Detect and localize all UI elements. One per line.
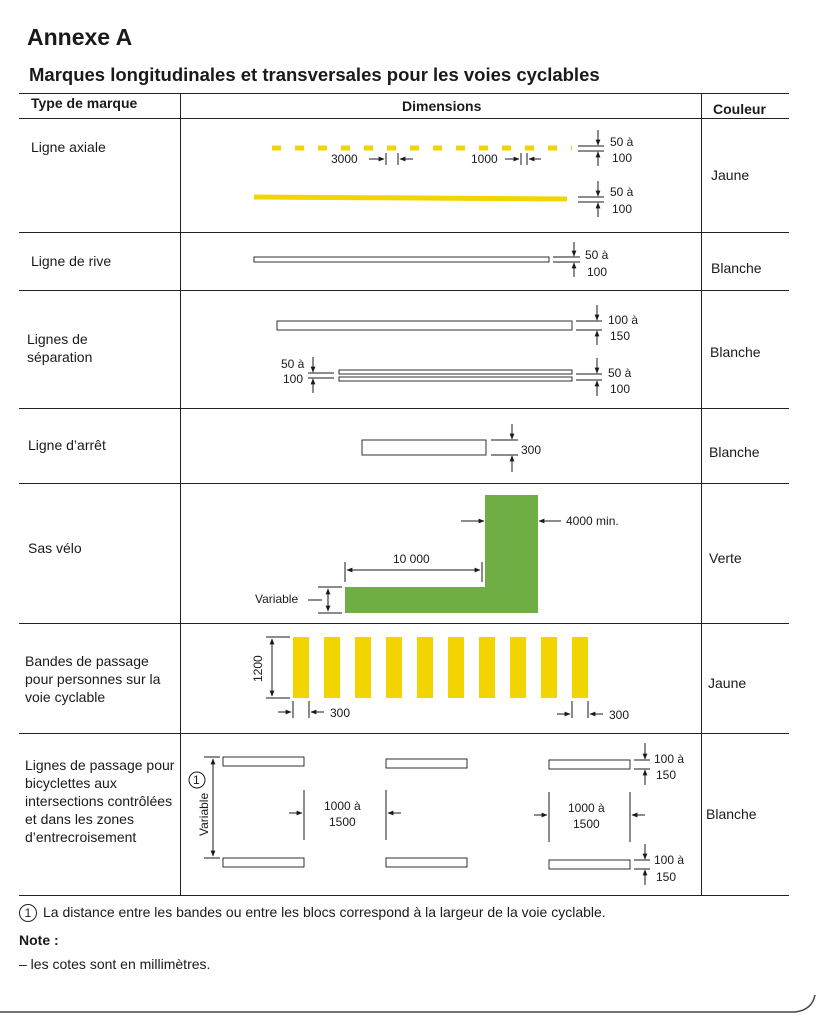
footnote	[19, 904, 606, 922]
footnote-text: La distance entre les bandes ou entre les blocs correspond à la largeur de la voie cyclable.	[43, 904, 606, 920]
page-edge	[0, 995, 815, 1012]
ligne-axiale-continuous-dimensions	[578, 181, 604, 217]
note-title: Note :	[19, 932, 59, 948]
ligne-de-rive-dimensions	[553, 242, 580, 277]
ligne-separation-double-width-max: 100	[610, 382, 631, 396]
ligne-arret-bar	[362, 440, 486, 455]
bike-crossing-gap-max-left: 1500	[329, 815, 356, 829]
ligne-axiale-dash-length: 3000	[331, 152, 358, 166]
page-title: Annexe A	[27, 24, 133, 50]
column-header-type: Type de marque	[31, 95, 138, 111]
colour-sas-velo: Verte	[709, 550, 742, 566]
ligne-separation-large-dimensions	[576, 305, 602, 345]
ligne-separation-large-width-max: 150	[610, 329, 631, 343]
row-label-bandes-passage: Bandes de passage pour personnes sur la voie cyclable	[25, 653, 161, 705]
colour-bandes-passage: Jaune	[708, 675, 747, 691]
crosswalk-bands	[293, 637, 588, 698]
bike-crossing-bottom-width-min: 100 à	[654, 853, 685, 867]
bike-crossing-gap-min-left: 1000 à	[324, 799, 361, 813]
sas-velo-depth: 4000 min.	[566, 514, 619, 528]
note-item: – les cotes sont en millimètres.	[19, 956, 211, 972]
colour-lignes-de-separation: Blanche	[710, 344, 761, 360]
row-label-ligne-axiale: Ligne axiale	[31, 139, 106, 155]
row-label-ligne-de-rive: Ligne de rive	[31, 253, 112, 269]
ligne-axiale-continuous-width-max: 100	[612, 202, 633, 216]
crosswalk-width-right: 300	[609, 708, 630, 722]
ligne-de-rive-line	[254, 257, 549, 262]
colour-lignes-passage-bicyclettes: Blanche	[706, 806, 757, 822]
ligne-separation-large	[277, 321, 572, 330]
sas-velo-shape	[345, 495, 538, 613]
bike-crossing-top-width-max: 150	[656, 768, 677, 782]
ligne-axiale-width-min: 50 à	[610, 135, 634, 149]
crosswalk-length: 1200	[251, 655, 265, 682]
ligne-axiale-gap-length: 1000	[471, 152, 498, 166]
bike-crossing-gap-min-right: 1000 à	[568, 801, 605, 815]
row-label-lignes-passage-bicyclettes: Lignes de passage pour bicyclettes aux intersections contrôlées et dans les zones d’entrecroisement	[25, 757, 175, 845]
ligne-separation-gap-max: 100	[283, 372, 304, 386]
ligne-axiale-width-max: 100	[612, 151, 633, 165]
ligne-axiale-continuous	[254, 197, 567, 199]
ligne-de-rive-width-min: 50 à	[585, 248, 609, 262]
colour-ligne-arret: Blanche	[709, 444, 760, 460]
ligne-arret-dimensions	[491, 424, 518, 472]
page-subtitle: Marques longitudinales et transversales pour les voies cyclables	[29, 64, 600, 85]
ligne-separation-double-width-min: 50 à	[608, 366, 632, 380]
bike-crossing-variable: Variable	[197, 792, 211, 836]
row-label-sas-velo: Sas vélo	[28, 540, 82, 556]
colour-ligne-de-rive: Blanche	[711, 260, 762, 276]
bike-crossing-gap-max-right: 1500	[573, 817, 600, 831]
ligne-separation-double-1	[339, 370, 572, 374]
footnote-number: 1	[19, 904, 37, 922]
ligne-separation-gap-min: 50 à	[281, 357, 305, 371]
column-header-dimensions: Dimensions	[402, 98, 482, 114]
ligne-separation-double-dimensions	[308, 357, 602, 396]
crosswalk-width-left: 300	[330, 706, 351, 720]
bike-crossing-top-width-min: 100 à	[654, 752, 685, 766]
ligne-arret-width: 300	[521, 443, 542, 457]
sas-velo-variable: Variable	[255, 592, 299, 606]
row-label-ligne-arret: Ligne d’arrêt	[28, 437, 106, 453]
footnote-marker-text: 1	[193, 773, 200, 787]
row-label-lignes-de-separation: Lignes de séparation	[27, 331, 93, 365]
ligne-separation-double-2	[339, 377, 572, 381]
bike-crossing-bottom-width-max: 150	[656, 870, 677, 884]
ligne-axiale-continuous-width-min: 50 à	[610, 185, 634, 199]
column-header-colour: Couleur	[713, 101, 766, 117]
ligne-de-rive-width-max: 100	[587, 265, 608, 279]
colour-ligne-axiale: Jaune	[711, 167, 750, 183]
ligne-separation-large-width-min: 100 à	[608, 313, 639, 327]
sas-velo-length: 10 000	[393, 552, 430, 566]
